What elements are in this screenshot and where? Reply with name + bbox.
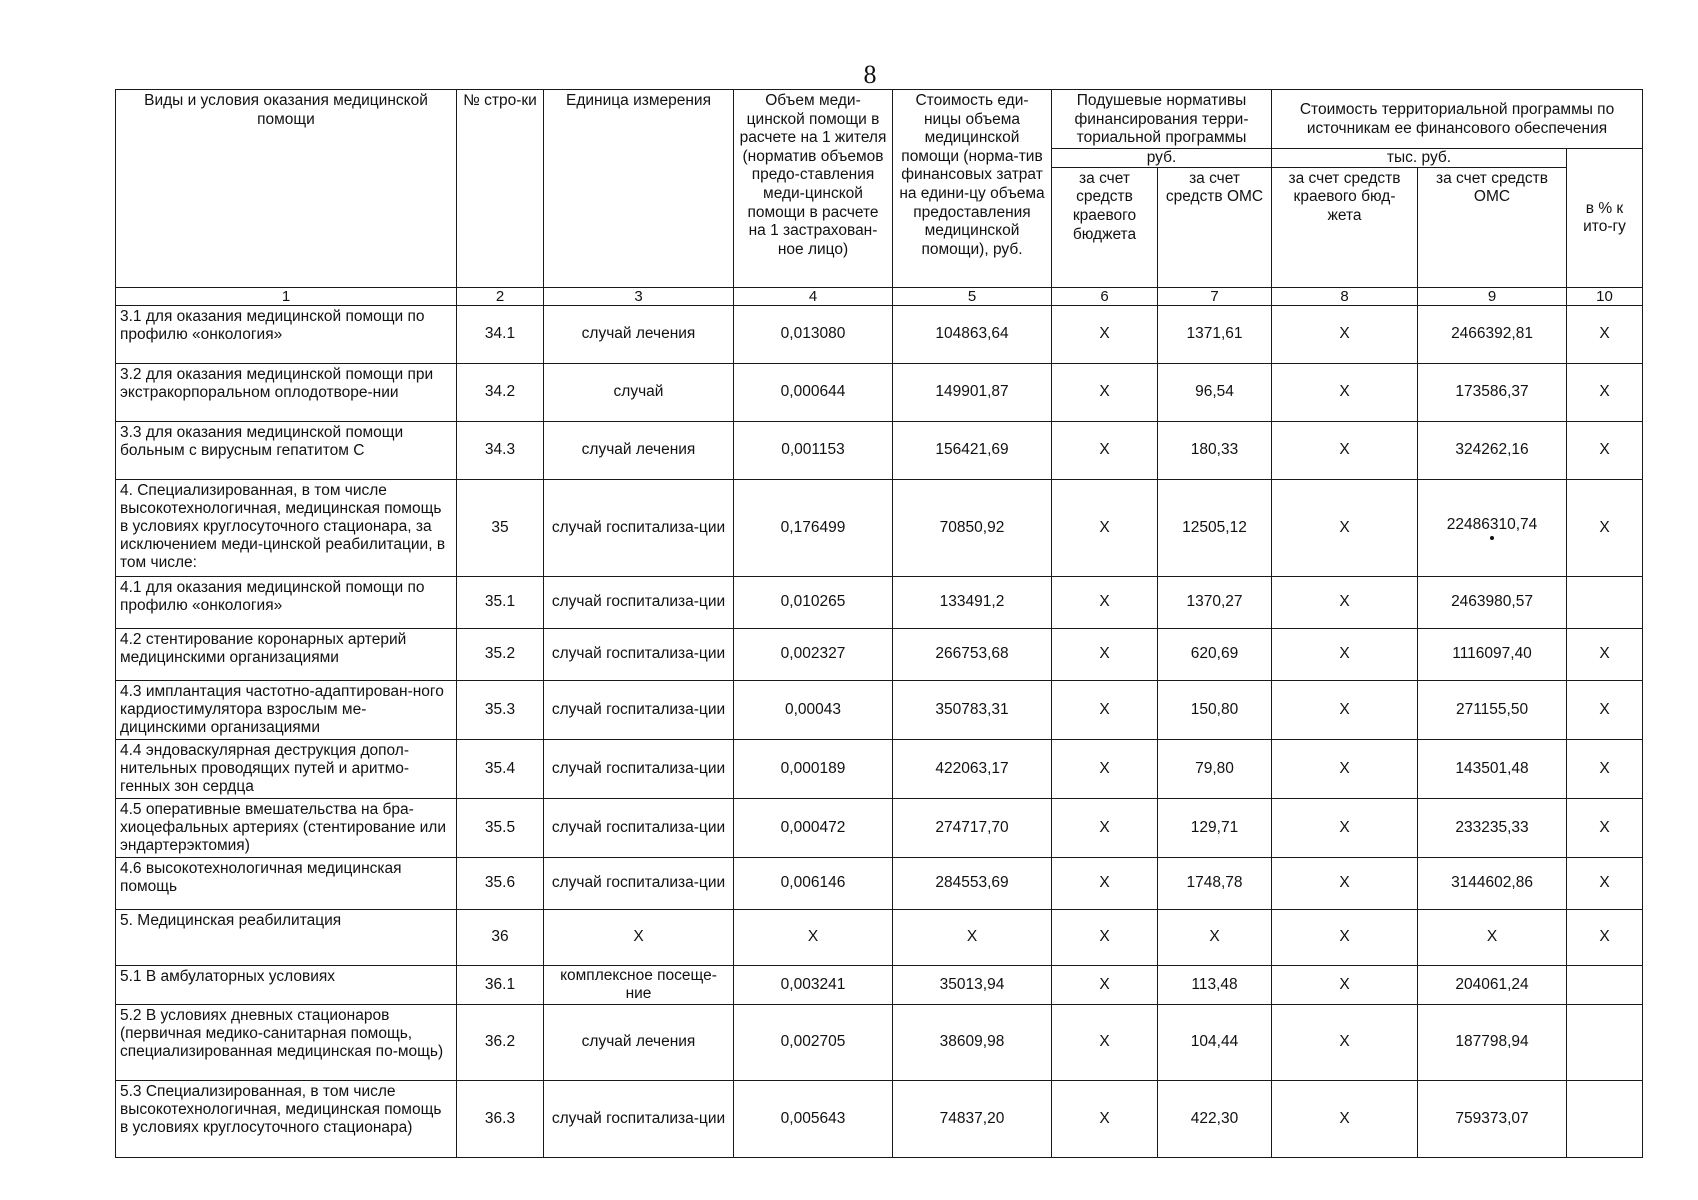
volume-cell: 0,000472	[734, 798, 893, 857]
per-capita-budget-cell: X	[1052, 576, 1158, 628]
table-row	[116, 909, 1643, 965]
total-budget-cell: X	[1272, 680, 1418, 739]
table-row	[116, 798, 1643, 857]
line-number-cell: 34.3	[457, 421, 544, 479]
percent-cell: X	[1567, 739, 1643, 798]
unit-cost-cell: 35013,94	[893, 965, 1052, 1004]
line-number-cell: 34.1	[457, 305, 544, 363]
table-row	[116, 1080, 1643, 1157]
program-cost-table	[115, 89, 1643, 1158]
percent-cell	[1567, 1080, 1643, 1157]
total-budget-cell: X	[1272, 1080, 1418, 1157]
volume-cell: 0,006146	[734, 857, 893, 909]
total-oms-cell: 22486310,74	[1418, 479, 1567, 576]
total-oms-cell: 233235,33	[1418, 798, 1567, 857]
per-capita-budget-cell: X	[1052, 1004, 1158, 1080]
care-type-cell: 4. Специализированная, в том числе высокотехнологичная, медицинская помощь в условиях круглосуточного стационара, за исключением меди-цинской реабилитации, в том числе:	[116, 479, 457, 576]
total-oms-cell: 1116097,40	[1418, 628, 1567, 680]
percent-cell	[1567, 576, 1643, 628]
header-program-cost-group: Стоимость территориальной программы по источникам ее финансового обеспечения	[1272, 90, 1643, 149]
care-type-cell: 3.2 для оказания медицинской помощи при экстракорпоральном оплодотворе-нии	[116, 363, 457, 421]
per-capita-budget-cell: X	[1052, 479, 1158, 576]
line-number-cell: 35.4	[457, 739, 544, 798]
line-number-cell: 36.1	[457, 965, 544, 1004]
total-budget-cell: X	[1272, 798, 1418, 857]
total-budget-cell: X	[1272, 305, 1418, 363]
care-type-cell: 5. Медицинская реабилитация	[116, 909, 457, 965]
column-number: 3	[544, 287, 734, 305]
unit-cell: случай госпитализа-ции	[544, 739, 734, 798]
per-capita-budget-cell: X	[1052, 857, 1158, 909]
per-capita-oms-cell: 104,44	[1158, 1004, 1272, 1080]
percent-cell: X	[1567, 628, 1643, 680]
unit-cell: случай	[544, 363, 734, 421]
total-budget-cell: X	[1272, 363, 1418, 421]
table-row	[116, 576, 1643, 628]
per-capita-oms-cell: 1748,78	[1158, 857, 1272, 909]
unit-cell: X	[544, 909, 734, 965]
per-capita-oms-cell: 12505,12	[1158, 479, 1272, 576]
unit-cell: случай госпитализа-ции	[544, 576, 734, 628]
header-per-capita-group: Подушевые нормативы финансирования терри-ториальной программы	[1052, 90, 1272, 149]
column-number: 1	[116, 287, 457, 305]
per-capita-budget-cell: X	[1052, 628, 1158, 680]
unit-cost-cell: 156421,69	[893, 421, 1052, 479]
per-capita-budget-cell: X	[1052, 680, 1158, 739]
unit-cost-cell: 266753,68	[893, 628, 1052, 680]
total-budget-cell: X	[1272, 1004, 1418, 1080]
unit-cost-cell: 104863,64	[893, 305, 1052, 363]
unit-cost-cell: 284553,69	[893, 857, 1052, 909]
total-budget-cell: X	[1272, 857, 1418, 909]
unit-cost-cell: 133491,2	[893, 576, 1052, 628]
per-capita-budget-cell: X	[1052, 421, 1158, 479]
line-number-cell: 35	[457, 479, 544, 576]
volume-cell: 0,176499	[734, 479, 893, 576]
table-row	[116, 739, 1643, 798]
percent-cell: X	[1567, 857, 1643, 909]
per-capita-oms-cell: 1371,61	[1158, 305, 1272, 363]
column-number: 7	[1158, 287, 1272, 305]
table-row	[116, 421, 1643, 479]
percent-cell: X	[1567, 798, 1643, 857]
unit-cost-cell: 38609,98	[893, 1004, 1052, 1080]
unit-cell: комплексное посеще-ние	[544, 965, 734, 1004]
table-row	[116, 305, 1643, 363]
header-line-number: № стро-ки	[457, 90, 544, 288]
percent-cell: X	[1567, 305, 1643, 363]
header-unit: Единица измерения	[544, 90, 734, 288]
header-per-capita-oms: за счет средств ОМС	[1158, 167, 1272, 287]
volume-cell: 0,005643	[734, 1080, 893, 1157]
care-type-cell: 5.1 В амбулаторных условиях	[116, 965, 457, 1004]
percent-cell: X	[1567, 680, 1643, 739]
percent-cell: X	[1567, 363, 1643, 421]
total-budget-cell: X	[1272, 421, 1418, 479]
total-oms-cell: 3144602,86	[1418, 857, 1567, 909]
per-capita-oms-cell: 113,48	[1158, 965, 1272, 1004]
line-number-cell: 35.5	[457, 798, 544, 857]
unit-cost-cell: 350783,31	[893, 680, 1052, 739]
header-total-oms: за счет средств ОМС	[1418, 167, 1567, 287]
column-number: 4	[734, 287, 893, 305]
unit-cell: случай госпитализа-ции	[544, 857, 734, 909]
header-unit-rub: руб.	[1052, 148, 1272, 167]
line-number-cell: 34.2	[457, 363, 544, 421]
scan-dot-mark	[1490, 536, 1494, 540]
header-total-budget: за счет средств краевого бюд-жета	[1272, 167, 1418, 287]
total-oms-cell: 759373,07	[1418, 1080, 1567, 1157]
total-oms-cell: 2466392,81	[1418, 305, 1567, 363]
total-budget-cell: X	[1272, 909, 1418, 965]
volume-cell: 0,002705	[734, 1004, 893, 1080]
total-oms-cell: 173586,37	[1418, 363, 1567, 421]
per-capita-budget-cell: X	[1052, 909, 1158, 965]
table-row	[116, 680, 1643, 739]
line-number-cell: 35.3	[457, 680, 544, 739]
percent-cell: X	[1567, 421, 1643, 479]
unit-cell: случай лечения	[544, 421, 734, 479]
care-type-cell: 4.6 высокотехнологичная медицинская помощь	[116, 857, 457, 909]
per-capita-oms-cell: 620,69	[1158, 628, 1272, 680]
per-capita-oms-cell: 79,80	[1158, 739, 1272, 798]
percent-cell: X	[1567, 479, 1643, 576]
header-care-type: Виды и условия оказания медицинской помощи	[116, 90, 457, 288]
line-number-cell: 35.1	[457, 576, 544, 628]
table-row	[116, 628, 1643, 680]
total-budget-cell: X	[1272, 965, 1418, 1004]
care-type-cell: 5.2 В условиях дневных стационаров (первичная медико-санитарная помощь, специализированная медицинская по-мощь)	[116, 1004, 457, 1080]
total-budget-cell: X	[1272, 576, 1418, 628]
page-number: 8	[863, 60, 877, 89]
total-oms-cell: 2463980,57	[1418, 576, 1567, 628]
total-budget-cell: X	[1272, 628, 1418, 680]
column-number: 10	[1567, 287, 1643, 305]
table-row	[116, 965, 1643, 1004]
total-oms-cell: 187798,94	[1418, 1004, 1567, 1080]
header-percent-of-total: в % к ито-гу	[1567, 148, 1643, 287]
care-type-cell: 4.4 эндоваскулярная деструкция допол-нительных проводящих путей и аритмо-генных зон сердца	[116, 739, 457, 798]
percent-cell	[1567, 1004, 1643, 1080]
volume-cell: 0,003241	[734, 965, 893, 1004]
per-capita-oms-cell: X	[1158, 909, 1272, 965]
per-capita-budget-cell: X	[1052, 363, 1158, 421]
header-per-capita-budget: за счет средств краевого бюджета	[1052, 167, 1158, 287]
volume-cell: 0,00043	[734, 680, 893, 739]
per-capita-oms-cell: 180,33	[1158, 421, 1272, 479]
unit-cost-cell: X	[893, 909, 1052, 965]
care-type-cell: 4.5 оперативные вмешательства на бра-хиоцефальных артериях (стентирование или эндартерэктомия)	[116, 798, 457, 857]
table-row	[116, 479, 1643, 576]
per-capita-oms-cell: 96,54	[1158, 363, 1272, 421]
per-capita-budget-cell: X	[1052, 739, 1158, 798]
volume-cell: 0,002327	[734, 628, 893, 680]
volume-cell: 0,000189	[734, 739, 893, 798]
per-capita-budget-cell: X	[1052, 305, 1158, 363]
volume-cell: 0,013080	[734, 305, 893, 363]
table-row	[116, 363, 1643, 421]
volume-cell: 0,000644	[734, 363, 893, 421]
unit-cell: случай госпитализа-ции	[544, 680, 734, 739]
header-volume-per-capita: Объем меди-цинской помощи в расчете на 1 жителя (норматив объемов предо-ставления меди-цинской помощи в расчете на 1 застрахован-ное лицо)	[734, 90, 893, 288]
volume-cell: X	[734, 909, 893, 965]
unit-cost-cell: 74837,20	[893, 1080, 1052, 1157]
total-oms-cell: 324262,16	[1418, 421, 1567, 479]
per-capita-budget-cell: X	[1052, 798, 1158, 857]
total-oms-cell: 204061,24	[1418, 965, 1567, 1004]
unit-cost-cell: 422063,17	[893, 739, 1052, 798]
per-capita-oms-cell: 422,30	[1158, 1080, 1272, 1157]
total-budget-cell: X	[1272, 479, 1418, 576]
unit-cell: случай госпитализа-ции	[544, 628, 734, 680]
care-type-cell: 4.3 имплантация частотно-адаптирован-ного кардиостимулятора взрослым ме-дицинскими организациями	[116, 680, 457, 739]
per-capita-budget-cell: X	[1052, 1080, 1158, 1157]
per-capita-oms-cell: 129,71	[1158, 798, 1272, 857]
line-number-cell: 35.2	[457, 628, 544, 680]
care-type-cell: 5.3 Специализированная, в том числе высокотехнологичная, медицинская помощь в условиях круглосуточного стационара)	[116, 1080, 457, 1157]
column-number: 9	[1418, 287, 1567, 305]
care-type-cell: 3.3 для оказания медицинской помощи больным с вирусным гепатитом С	[116, 421, 457, 479]
unit-cell: случай госпитализа-ции	[544, 798, 734, 857]
care-type-cell: 4.1 для оказания медицинской помощи по профилю «онкология»	[116, 576, 457, 628]
unit-cell: случай лечения	[544, 305, 734, 363]
column-number: 5	[893, 287, 1052, 305]
percent-cell: X	[1567, 909, 1643, 965]
table-row	[116, 857, 1643, 909]
total-budget-cell: X	[1272, 739, 1418, 798]
line-number-cell: 36.2	[457, 1004, 544, 1080]
care-type-cell: 4.2 стентирование коронарных артерий медицинскими организациями	[116, 628, 457, 680]
total-oms-cell: 143501,48	[1418, 739, 1567, 798]
column-number: 2	[457, 287, 544, 305]
unit-cell: случай госпитализа-ции	[544, 1080, 734, 1157]
per-capita-oms-cell: 150,80	[1158, 680, 1272, 739]
unit-cost-cell: 149901,87	[893, 363, 1052, 421]
line-number-cell: 36.3	[457, 1080, 544, 1157]
unit-cost-cell: 70850,92	[893, 479, 1052, 576]
table-row	[116, 1004, 1643, 1080]
volume-cell: 0,001153	[734, 421, 893, 479]
column-number: 6	[1052, 287, 1158, 305]
care-type-cell: 3.1 для оказания медицинской помощи по профилю «онкология»	[116, 305, 457, 363]
percent-cell	[1567, 965, 1643, 1004]
column-number: 8	[1272, 287, 1418, 305]
total-oms-cell: 271155,50	[1418, 680, 1567, 739]
line-number-cell: 35.6	[457, 857, 544, 909]
unit-cell: случай госпитализа-ции	[544, 479, 734, 576]
per-capita-budget-cell: X	[1052, 965, 1158, 1004]
line-number-cell: 36	[457, 909, 544, 965]
total-oms-cell: X	[1418, 909, 1567, 965]
unit-cell: случай лечения	[544, 1004, 734, 1080]
per-capita-oms-cell: 1370,27	[1158, 576, 1272, 628]
volume-cell: 0,010265	[734, 576, 893, 628]
unit-cost-cell: 274717,70	[893, 798, 1052, 857]
header-unit-thousand-rub: тыс. руб.	[1272, 148, 1567, 167]
header-unit-cost: Стоимость еди-ницы объема медицинской помощи (норма-тив финансовых затрат на едини-цу объема предоставления медицинской помощи), руб.	[893, 90, 1052, 288]
